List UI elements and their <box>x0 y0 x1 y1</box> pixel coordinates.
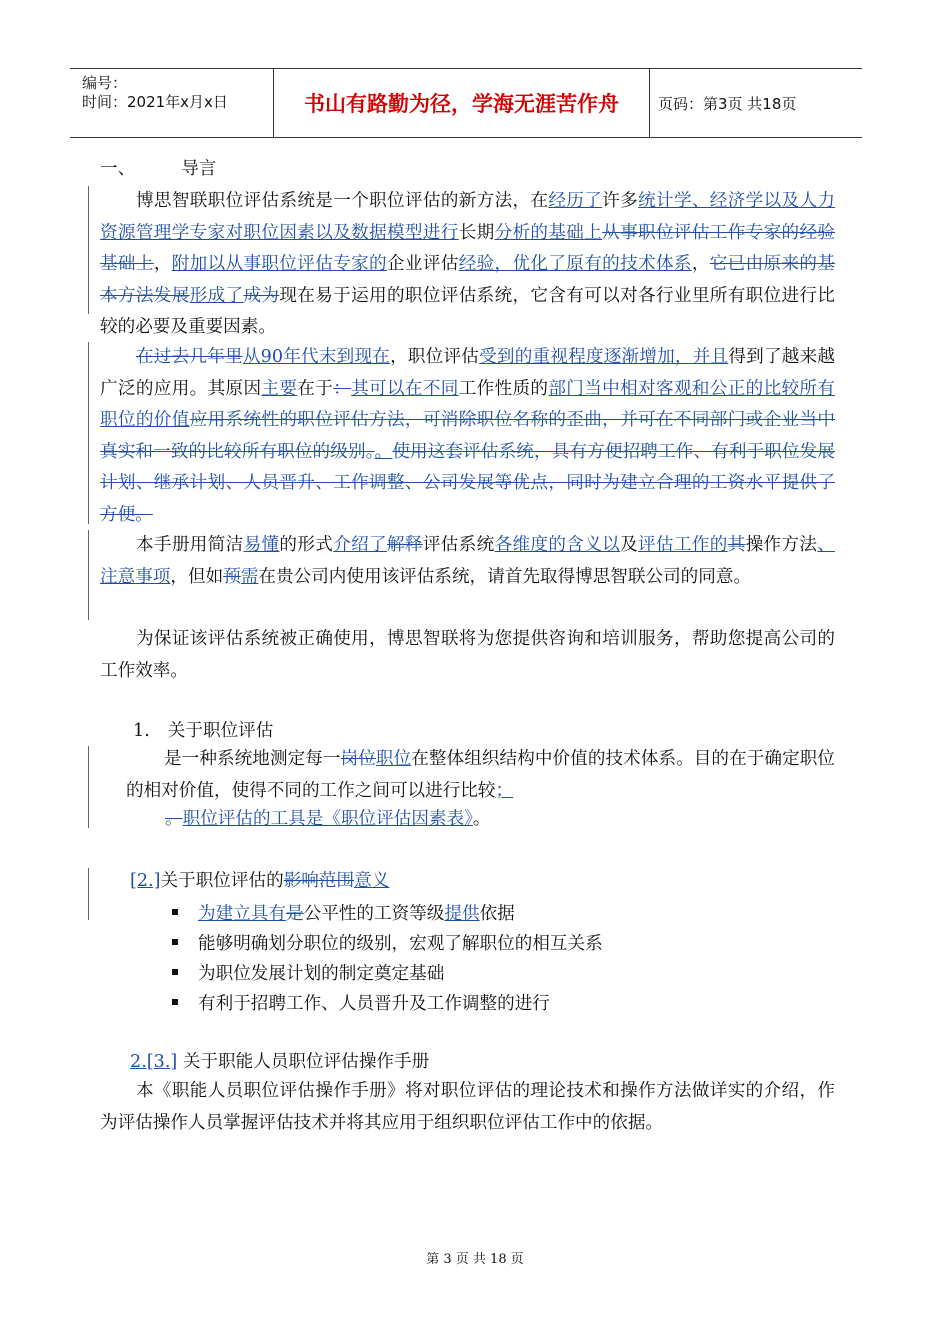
subsection-title: 关于职位评估 <box>167 721 274 741</box>
inserted-text: 经历了 <box>548 191 603 211</box>
deleted-text: 在过去几年里 <box>136 347 243 367</box>
text-run: 。 <box>472 809 491 829</box>
text-run: 现在易于运用的职位评估系统，它含有可以对各行业里所有职位进行比较的必要及重要因素。 <box>100 285 835 337</box>
intro-paragraph-2 <box>100 342 835 531</box>
header-meta <box>70 69 273 137</box>
deleted-text: 预 <box>223 566 241 587</box>
header-divider <box>649 69 650 137</box>
header-motto: 书山有路勤为径，学海无涯苦作舟 <box>304 92 619 116</box>
deleted-text: ： <box>333 378 352 399</box>
inserted-text: 职位 <box>375 749 412 769</box>
inserted-text: 附加以从事职位评估专家的 <box>171 254 387 274</box>
inserted-text: 受到的重视程度逐渐增加，并且 <box>479 347 729 367</box>
text-run: 本手册用简洁 <box>136 535 244 555</box>
inserted-text: 易懂 <box>243 535 280 555</box>
inserted-text: 分析的基础上 <box>494 222 603 243</box>
text-run: 工作性质的 <box>458 378 549 399</box>
bullet-icon <box>172 969 178 975</box>
list-item <box>172 930 603 955</box>
text-run: ，但如 <box>170 566 224 587</box>
text-run: 得到了越来越广泛的应用。其原因 <box>100 347 835 399</box>
bullet-icon <box>172 909 178 915</box>
inserted-text: 为建立具有 <box>198 904 286 924</box>
deleted-text: 使用这套评估系统，具有方便招聘工作、有利于职位发展计划、继承计划、人员晋升、工作调整、公司发展等优点，同时为建立合理的工资水平提供了方便。 <box>100 441 835 525</box>
inserted-text: 其可以在不同 <box>351 378 459 399</box>
change-bar <box>88 746 89 828</box>
text-run: 能够明确划分职位的级别，宏观了解职位的相互关系 <box>198 934 603 954</box>
subsection-heading-2 <box>130 867 389 892</box>
document-number-label: 编号： <box>82 74 128 92</box>
inserted-text: 形成了 <box>189 285 244 306</box>
change-bar <box>88 868 89 920</box>
section-title: 导言 <box>181 159 217 179</box>
text-run: 及 <box>620 535 638 555</box>
subsection-number: 1. <box>133 721 150 741</box>
section-heading <box>100 155 216 180</box>
document-time-label: 时间：2021年x月x日 <box>82 93 228 111</box>
deleted-text: 它已由原来的基本方法发展 <box>100 254 835 306</box>
text-run: 关于职位评估的 <box>160 871 284 891</box>
deleted-text: 从事职位评估工作专家的经验基础上 <box>100 222 835 274</box>
header-page-label: 页码：第3页 共18页 <box>658 94 797 113</box>
inserted-text: [2.] <box>130 871 161 891</box>
inserted-text: 2.[3.] <box>130 1052 178 1072</box>
text-run: 公平性的工资等级 <box>303 904 445 924</box>
text-run: 评估系统 <box>422 535 495 555</box>
text-run: ， <box>153 254 172 274</box>
section-number: 一、 <box>100 159 136 179</box>
page-header <box>70 68 862 138</box>
text-run: ，职位评估 <box>390 347 480 367</box>
text-run: 博思智联职位评估系统是一个职位评估的新方法，在 <box>136 191 549 211</box>
bullet-icon <box>172 939 178 945</box>
inserted-text: 经验，优化了原有的技术体系 <box>458 254 692 274</box>
text-run: 在整体组织结构中价值的技术体系。目的在于确定职位的相对价值，使得不同的工作之间可以进行比较 <box>126 749 835 801</box>
inserted-text: 统计学、经济学以及人力资源管理学专家对职位因素以及数据模型进行 <box>100 191 835 243</box>
manual-paragraph: 本《职能人员职位评估操作手册》将对职位评估的理论技术和操作方法做详实的介绍，作为评估操作人员掌握评估技术并将其应用于组织职位评估工作中的依据。 <box>100 1081 835 1133</box>
inserted-text: 职位评估的工具是《职位评估因素表》 <box>182 809 473 829</box>
inserted-text: 提供 <box>444 904 480 924</box>
text-run: ， <box>691 254 710 274</box>
text-run: 企业评估 <box>386 254 459 274</box>
change-bar <box>88 342 89 524</box>
text-run: 在于 <box>297 378 334 399</box>
list-item <box>172 900 515 925</box>
deleted-text: 应用系统性的职位评估方法，可消除职位名称的歪曲，并可在不同部门或企业当中真实和一致的比较所有职位的级别。 <box>100 410 835 462</box>
text-run: 是一种系统地测定每一 <box>164 749 341 769</box>
deleted-text: 解释 <box>386 535 423 555</box>
deleted-text: 其 <box>727 535 746 555</box>
deleted-text: 岗位 <box>340 749 376 769</box>
inserted-text: 各维度的含义以 <box>494 535 621 555</box>
inserted-text: 介绍了 <box>333 535 387 555</box>
inserted-text: 意义 <box>354 871 390 891</box>
inserted-text: ； <box>495 780 514 801</box>
intro-paragraph-1 <box>100 186 835 344</box>
definition-paragraph <box>126 744 835 807</box>
inserted-text: 、注意事项 <box>100 535 835 587</box>
inserted-text: 从90年代末到现在 <box>242 347 391 367</box>
text-run: 有利于招聘工作、人员晋升及工作调整的进行 <box>198 994 550 1014</box>
text-run: 依据 <box>479 904 515 924</box>
text-run: 为职位发展计划的制定奠定基础 <box>198 964 445 984</box>
page-footer: 第 3 页 共 18 页 <box>426 1252 524 1267</box>
intro-paragraph-3 <box>100 530 835 593</box>
text-run: 操作方法 <box>745 535 818 555</box>
text-run: 许多 <box>602 191 639 211</box>
inserted-text: 部门当中相对客观和公正的比较所有职位的价值 <box>100 378 835 430</box>
deleted-text: 影响范围 <box>283 871 355 891</box>
subsection-heading-1 <box>133 717 273 742</box>
list-item <box>172 990 550 1015</box>
text-run: 长期 <box>458 222 495 243</box>
deleted-text: 是 <box>285 904 304 924</box>
change-bar <box>88 530 89 620</box>
deleted-text: 。 <box>165 809 183 829</box>
list-item <box>172 960 444 985</box>
text-run: 的形式 <box>279 535 334 555</box>
inserted-text: 需 <box>240 566 259 587</box>
intro-paragraph-4: 为保证该评估系统被正确使用，博思智联将为您提供咨询和培训服务，帮助您提高公司的工作效率。 <box>100 629 835 681</box>
inserted-text: 。 <box>374 441 393 462</box>
inserted-text: 主要 <box>261 378 298 399</box>
tool-paragraph <box>165 804 835 836</box>
inserted-text: 评估工作的 <box>638 535 728 555</box>
text-run: 关于职能人员职位评估操作手册 <box>177 1052 430 1072</box>
change-bar <box>88 186 89 314</box>
bullet-icon <box>172 999 178 1005</box>
text-run: 在贵公司内使用该评估系统，请首先取得博思智联公司的同意。 <box>258 566 752 587</box>
deleted-text: 成为 <box>243 285 280 306</box>
subsection-heading-3 <box>130 1048 429 1073</box>
